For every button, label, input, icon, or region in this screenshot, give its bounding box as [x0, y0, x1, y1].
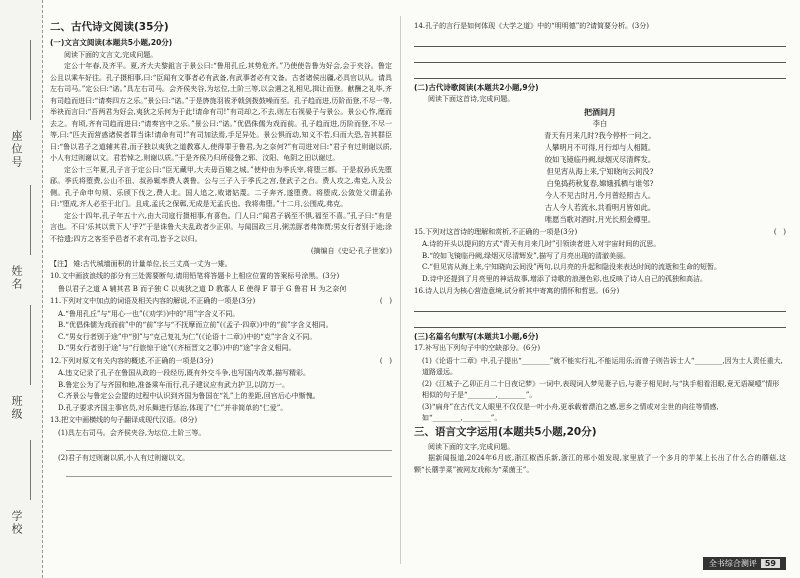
binding-line	[30, 40, 31, 120]
page-number: 59	[761, 559, 780, 568]
answer-line[interactable]	[414, 299, 786, 312]
option-c: C.“但见宵从海上来,宁知晓向云间没”两句,以月亮的升起和隐没来表达时间的流逝和生命的短暂。	[422, 263, 721, 271]
instruction: 阅读下面这首诗,完成问题。	[428, 95, 515, 103]
annotation-note: 【注】 雉:古代城墙面积的计量单位,长三丈高一丈为一雉。	[50, 259, 232, 268]
subsection-heading: (一)文言文阅读(本题共5小题,20分)	[50, 38, 173, 47]
source-citation: (摘编自《史记·孔子世家》)	[310, 247, 392, 255]
name-label: 姓名	[10, 265, 23, 291]
class-label: 班级	[10, 395, 23, 421]
option-d: D.“男女行者别于途”与“行旅惊于途”(《齐桓晋文之事》)中的“途”字含义相同。	[58, 344, 296, 352]
option-b: B.鲁定公为了与齐国和睦,准备乘车而行,孔子建议应有武力护卫,以防万一。	[58, 380, 290, 389]
page-gutter	[400, 16, 401, 564]
poem-line: 唯愿当歌对酒时,月光长照金樽里。	[544, 214, 656, 224]
option-a: A.“鲁用孔丘”与“用心一也”(《劝学》)中的“用”字含义不同。	[58, 309, 240, 318]
option-b: B.“皎如飞镜临丹阙,绿烟灭尽清辉发”,描写了月亮出现的清澈美丽。	[422, 251, 630, 260]
poem-line: 但见宵从海上来,宁知晓向云间没?	[546, 166, 654, 176]
question-16: 16.诗人以月为核心营造意境,试分析其中寄寓的情怀和哲思。(6分)	[414, 287, 620, 295]
school-label: 学校	[10, 510, 23, 536]
answer-line[interactable]	[414, 315, 786, 328]
binding-line	[30, 305, 31, 385]
poem-line: 今人不见古时月,今月曾经照古人。	[544, 190, 656, 200]
footer-label: 全书综合测评	[708, 559, 757, 568]
instruction: 阅读下面的文字,完成问题。	[428, 442, 515, 451]
subsection-heading: (三)名篇名句默写(本题共1小题,6分)	[414, 331, 539, 341]
poem-line: 青天有月来几时?我今停杯一问之。	[544, 130, 656, 140]
answer-paren[interactable]: ( )	[379, 297, 392, 305]
answer-line[interactable]	[66, 439, 392, 451]
poem-title: 把酒问月	[584, 106, 616, 117]
answer-line[interactable]	[414, 50, 786, 63]
poem-line: 人攀明月不可得,月行却与人相随。	[544, 142, 656, 152]
answer-line[interactable]	[66, 465, 392, 477]
fill-blank-3: (3)“扁舟”在古代文人眼里不仅仅是一叶小舟,更承载着漂泊之感,思乡之情或对尘世的向往等情感,如“________,________”。	[422, 402, 719, 422]
binding-margin	[0, 0, 43, 578]
sentence-2: (2)君子有过则谢以质,小人有过则谢以文。	[58, 454, 190, 462]
passage-paragraph: 据新闻报道,2024年6月底,浙江椒酉乐新,浙江的邢小姐发现,家里放了一个多月的芋某上长出了什么合的蘑菇,这颗“长蘑芋菜”被网友戏称为“菜菌王”。	[414, 454, 786, 474]
question-13: 13.把文中画横线的句子翻译成现代汉语。(8分)	[50, 416, 198, 424]
option-c: C.齐景公与鲁定公会盟的过程中认识到齐国为鲁国在“礼”上的差距,回宫后心中惭愧。	[58, 392, 320, 400]
answer-paren[interactable]: ( )	[379, 356, 392, 365]
question-15	[414, 227, 786, 239]
poem-line: 古人今人若流水,共看明月皆如此。	[544, 202, 656, 212]
option-a: A.违文记录了孔子在鲁国从政的一段经历,既有外交斗争,也写国内改革,描写精彩。	[58, 369, 310, 377]
sentence-1: (1)具左右司马。会齐侯夹谷,为坛位,土阶三等。	[58, 428, 206, 437]
poem-author: 李白	[592, 118, 608, 128]
right-page	[414, 20, 786, 476]
section-heading: 二、古代诗文阅读(35分)	[50, 21, 169, 33]
question-15-stem: 15.下列对这首诗的理解和赏析,不正确的一项是(3分)	[414, 227, 578, 236]
question-10: 10.文中画波浪线的部分有三处需要断句,请用铅笔将答题卡上相应位置的答案标号涂黑。(3分)	[50, 272, 340, 280]
answer-line[interactable]	[414, 34, 786, 47]
question-17: 17.补写出下列句子中的空缺部分。(6分)	[414, 344, 541, 352]
left-page	[50, 20, 392, 479]
fill-blank-2: (2)《江城子·乙卯正月二十日夜记梦》一词中,表现词人梦见妻子后,与妻子相见时,与“执手相看泪眼,竟无语凝噎”情形相似的句子是“________,________”。	[422, 379, 780, 399]
question-14: 14.孔子的言行是如何体现《大学之道》中的“明明德”的?请简要分析。(3分)	[414, 22, 649, 30]
option-b: B.“优倡侏儒为戏而前”中的“前”字与“不抚摩而立前”(《孟子·四章》)中的“前”字含义相同。	[58, 321, 333, 329]
question-12-stem: 12.下列对原文有关内容的概述,不正确的一项是(3分)	[50, 356, 214, 365]
binding-line	[30, 440, 31, 500]
fill-blank-1: (1)《论语十二章》中,孔子提出“________”就不能实行礼,不能运用乐;而曾子则告诉士人“________,因为士人责任重大,道路遥远。	[422, 356, 783, 376]
page-footer	[703, 557, 786, 570]
binding-line	[30, 185, 31, 255]
question-11-stem: 11.下列对文中加点的词语及相关内容的解说,不正确的一项是(3分)	[50, 297, 256, 305]
seat-label: 座位号	[10, 130, 23, 169]
answer-paren[interactable]: ( )	[773, 227, 786, 236]
option-a: A.诗的开头以提问的方式“青天有月来几时”引领读者进入对宇宙时间的沉思。	[422, 240, 661, 248]
passage-paragraph: 定公十年春,及齐平。夏,齐大夫黎鉏言于景公曰:“鲁用孔丘,其势危齐。”乃使使告鲁为好会,会于夹谷。鲁定公且以乘车好往。孔子摄相事,曰:“臣闻有文事者必有武备,有武事者必有文备。古者诸侯出疆,必具官以从。请具左右司马。”定公曰:“诺。”具左右司马。会齐侯夹谷,为坛位,土阶三等,以会遇之礼相见,揖让而登。献酬之礼毕,齐有司趋而进曰:“请奏四方之乐。”景公曰:“诺。”于是旍旄羽袚矛戟剑拨鼓噪而至。孔子趋而进,历阶而登,不尽一等,举袂而言曰:“吾两君为好会,夷狄之乐何为于此!请命有司!”有司却之,不去,则左右视晏子与景公。景公心怍,麾而去之。有顷,齐有司趋而进曰:“请奏宫中之乐。”景公曰:“诺。”优倡侏儒为戏而前。孔子趋而进,历阶而登,不尽一等,曰:“匹夫而营惑诸侯者罪当诛!请命有司!”有司加法焉,手足异处。景公惧而动,知义不若,归而大恐,告其群臣曰:“鲁以君子之道辅其君,而子独以夷狄之道教寡人,使得罪于鲁君,为之奈何?”有司进对曰:“君子有过则谢以质,小人有过则谢以文。君若悼之,则谢以质。”于是齐侯乃归所侵鲁之郓、汶阳、龟阴之田以谢过。	[50, 62, 392, 162]
instruction: 阅读下面的文言文,完成问题。	[64, 50, 158, 59]
option-c: C.“男女行者别于途”中“别”与“克己复礼为仁”(《论语十二章》)中的“克”字含义不同。	[58, 332, 317, 341]
question-12	[50, 356, 392, 368]
passage-paragraph: 定公十四年,孔子年五十六,由大司寇行摄相事,有喜色。门人曰:“闻君子祸至不惧,福至不喜。”孔子曰:“有是言也。不曰‘乐其以贵下人’乎?”于是诛鲁大夫乱政者少正卯。与闻国政三月,粥羔豚者弗饰贾;男女行者别于途;涂不拾遗;四方之客至乎邑者不求有司,皆予之以归。	[50, 211, 392, 243]
answer-line[interactable]	[414, 66, 786, 79]
option-d: D.孔子要求齐国主事官员,对乐舞进行惩治,体现了“仁”并非简单的“仁爱”。	[58, 403, 288, 412]
option-d: D.诗中还提到了月亮里的神话故事,增添了诗歌的浪漫色彩,也反映了诗人自己的孤独和高洁。	[422, 274, 708, 283]
question-10-text: 鲁以君子之道 A 辅其君 B 而子独 C 以夷狄之道 D 教寡人 E 使得 F 罪于 G 鲁君 H 为之奈何	[58, 284, 347, 293]
question-11	[50, 296, 392, 308]
poem-line: 白兔捣药秋复春,嫦娥孤栖与谁邻?	[546, 178, 654, 188]
poem-line: 皎如飞镜临丹阙,绿烟灭尽清辉发。	[544, 154, 656, 164]
section-heading: 三、语言文字运用(本题共5小题,20分)	[414, 425, 597, 438]
poem	[414, 106, 786, 226]
passage-paragraph: 定公十三年夏,孔子言于定公曰:“臣无藏甲,大夫毋百雉之城。”使仲由为季氏宰,将堕三都。于是叔孙氏先堕郈。季氏将堕费,公山不狃、叔孙辄率费人袭鲁。公与三子入于季氏之宫,登武子之台。费人攻之,弗克,入及公侧。孔子命申句须、乐颀下伐之,费人北。国人追之,败诸姑蔑。二子奔齐,遂堕费。将堕成,公敛处父谓孟孙曰:“堕成,齐人必至于北门。且成,孟氏之保鄣,无成是无孟氏也。我将弗堕。”十二月,公围成,弗克。	[50, 165, 392, 208]
subsection-heading: (二)古代诗歌阅读(本题共2小题,9分)	[414, 82, 539, 92]
